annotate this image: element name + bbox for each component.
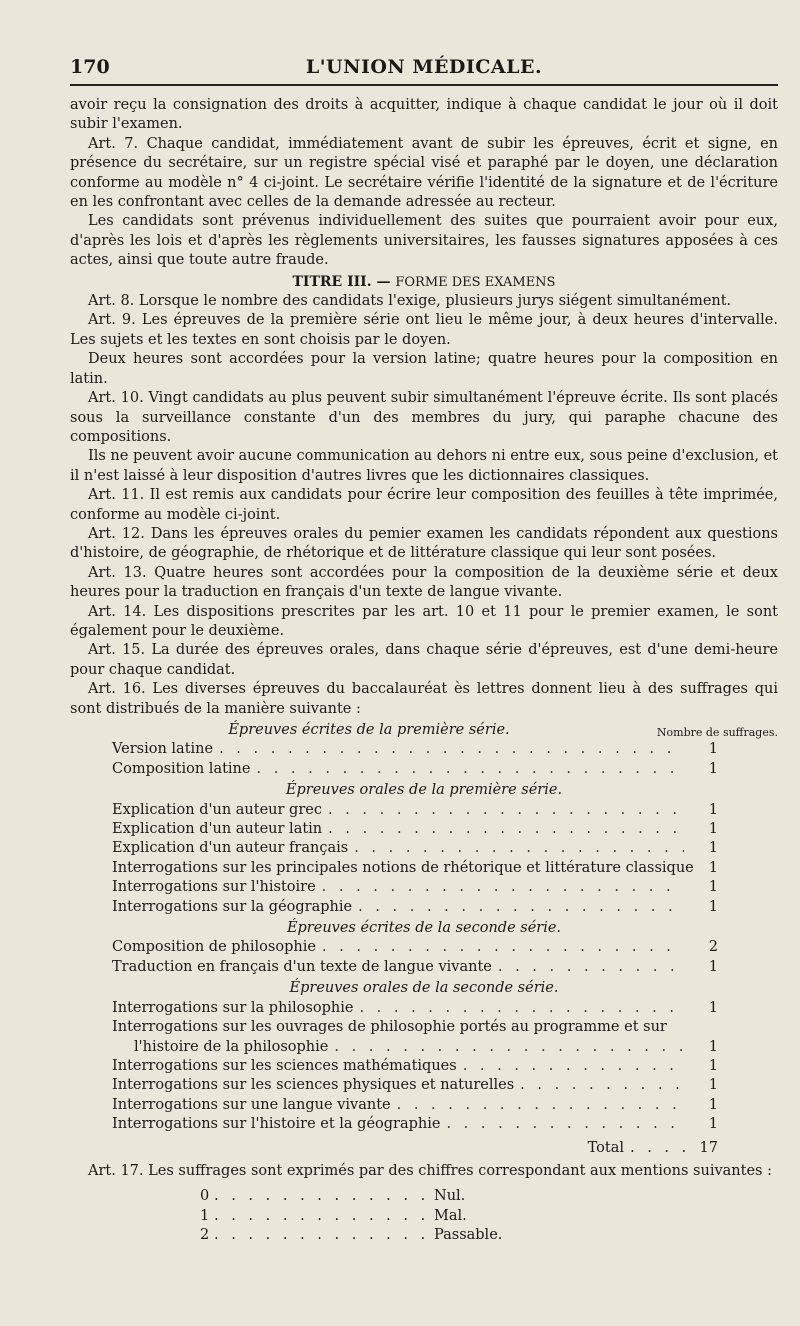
page-header [70, 54, 778, 86]
row-value: 1 [708, 879, 718, 896]
total-value: 17 [699, 1139, 718, 1156]
row-value: 1 [708, 801, 718, 818]
row-value: 1 [708, 999, 718, 1016]
table-row [70, 999, 778, 1018]
table-row [70, 760, 778, 779]
row-value: 1 [708, 840, 718, 857]
table-row [70, 820, 778, 839]
row-label: Explication d'un auteur français [112, 840, 349, 857]
table-row [70, 1018, 778, 1037]
titre-name: FORME DES EXAMENS [395, 274, 556, 290]
page-body [70, 96, 778, 1246]
list-item [200, 1207, 540, 1226]
section-heading: Épreuves orales de la première série. [285, 782, 563, 799]
row-value: 1 [708, 958, 718, 975]
row-value: 2 [708, 939, 718, 956]
paragraph: avoir reçu la consignation des droits à acquitter, indique à chaque candidat le jour où il doit subir l'examen. [70, 97, 778, 133]
total-row [70, 1139, 778, 1158]
row-label: l'histoire de la philosophie [134, 1038, 329, 1055]
titre-number: TITRE III. — [292, 273, 396, 290]
paragraph-art-8: Art. 8. Lorsque le nombre des candidats l'exige, plusieurs jurys siégent simultanément. [88, 293, 732, 310]
row-value: 1 [708, 859, 718, 876]
row-label: Explication d'un auteur grec [112, 801, 322, 818]
row-value: 1 [708, 1038, 718, 1055]
paragraph-art-14: Art. 14. Les dispositions prescrites par les art. 10 et 11 pour le premier examen, le sont également pour le deuxième. [70, 603, 778, 639]
table-row [70, 740, 778, 759]
table-row [70, 801, 778, 820]
row-label: Interrogations sur les principales notions de rhétorique et littérature classique [112, 859, 694, 876]
row-label: Interrogations sur les ouvrages de philosophie portés au programme et sur [112, 1019, 667, 1036]
mention-label: Passable. [434, 1227, 503, 1244]
section-heading-text: Épreuves écrites de la première série. [228, 722, 510, 738]
row-value: 1 [708, 1057, 718, 1074]
list-item [200, 1187, 540, 1206]
paragraph: Les candidats sont prévenus individuellement des suites que pourraient avoir pour eux, d'après les lois et d'après les règlements universitaires, les fausses signatures apposées à ces actes, ainsi que toute autre fraude. [70, 213, 778, 269]
table-row [70, 878, 778, 897]
paragraph-art-12: Art. 12. Dans les épreuves orales du pemier examen les candidats répondent aux questions d'histoire, de géographie, de rhétorique et de littérature classique qui leur sont posées. [70, 525, 778, 562]
row-label: Interrogations sur les sciences mathématiques [112, 1057, 457, 1074]
paragraph-art-16: Art. 16. Les diverses épreuves du baccalauréat ès lettres donnent lieu à des suffrages qui sont distribués de la manière suivante : [70, 681, 778, 717]
section-heading: Épreuves écrites de la seconde série. [286, 920, 562, 937]
table-row [70, 1038, 778, 1057]
paragraph: Ils ne peuvent avoir aucune communication au dehors ni entre eux, sous peine d'exclusion, et il n'est laissé à leur disposition d'autres livres que les dictionnaires classiques. [70, 448, 778, 484]
section-heading: Épreuves orales de la seconde série. [289, 980, 559, 997]
section-heading [70, 721, 778, 740]
row-label: Interrogations sur la géographie [112, 898, 353, 915]
row-label: Traduction en français d'un texte de langue vivante [112, 958, 492, 975]
row-label: Interrogations sur l'histoire et la géographie [112, 1116, 441, 1133]
row-value: 1 [708, 1116, 718, 1133]
paragraph-art-15: Art. 15. La durée des épreuves orales, dans chaque série d'épreuves, est d'une demi-heure pour chaque candidat. [70, 642, 778, 678]
row-label: Interrogations sur la philosophie [112, 999, 354, 1016]
paragraph: Deux heures sont accordées pour la version latine; quatre heures pour la composition en latin. [70, 351, 778, 387]
row-value: 1 [708, 898, 718, 915]
mention-label: Mal. [434, 1207, 467, 1224]
mention-mark: 0 [200, 1188, 210, 1205]
mentions-list [70, 1187, 778, 1245]
table-row [70, 1057, 778, 1076]
mention-label: Nul. [434, 1188, 466, 1205]
table-row [70, 958, 778, 977]
row-value: 1 [708, 1096, 718, 1113]
paragraph-art-10: Art. 10. Vingt candidats au plus peuvent subir simultanément l'épreuve écrite. Ils sont placés sous la surveillance constante d'un des membres du jury, qui paraphe chacune des compositions. [70, 390, 778, 445]
row-label: Interrogations sur les sciences physiques et naturelles [112, 1077, 515, 1094]
table-row [70, 859, 778, 878]
list-item [200, 1226, 540, 1245]
table-row [70, 1096, 778, 1115]
table-row [70, 1076, 778, 1095]
paragraph-art-9: Art. 9. Les épreuves de la première série ont lieu le même jour, à deux heures d'intervalle. Les sujets et les textes en sont choisis par le doyen. [70, 312, 778, 348]
column-header: Nombre de suffrages. [656, 726, 778, 739]
paragraph-art-7: Art. 7. Chaque candidat, immédiatement avant de subir les épreuves, écrit et signe, en présence du secrétaire, sur un registre spécial visé et paraphé par le doyen, une déclaration conforme au modèle n° 4 ci-joint. Le secrétaire vérifie l'identité de la signature et de l'écriture en les confrontant avec celles de la demande adressée au recteur. [70, 135, 778, 211]
table-row [70, 839, 778, 858]
running-title: L'UNION MÉDICALE. [305, 56, 543, 78]
total-label: Total [587, 1139, 624, 1156]
paragraph-art-17: Art. 17. Les suffrages sont exprimés par des chiffres correspondant aux mentions suivantes : [88, 1162, 772, 1179]
row-value: 1 [708, 1077, 718, 1094]
table-row [70, 938, 778, 957]
mention-mark: 1 [200, 1207, 210, 1224]
table-row [70, 1115, 778, 1134]
paragraph-art-13: Art. 13. Quatre heures sont accordées pour la composition de la deuxième série et deux heures pour la traduction en français d'un texte de langue vivante. [70, 564, 778, 601]
row-label: Version latine [112, 741, 214, 758]
row-label: Interrogations sur l'histoire [112, 879, 316, 896]
mention-mark: 2 [200, 1227, 210, 1244]
row-label: Explication d'un auteur latin [112, 821, 323, 838]
row-label: Composition latine [112, 760, 251, 777]
table-row [70, 898, 778, 917]
paragraph-art-11: Art. 11. Il est remis aux candidats pour écrire leur composition des feuilles à tête imprimée, conforme au modèle ci-joint. [70, 487, 778, 523]
row-value: 1 [708, 821, 718, 838]
page-number: 170 [70, 56, 110, 78]
row-label: Interrogations sur une langue vivante [112, 1096, 391, 1113]
row-value: 1 [708, 760, 718, 777]
titre-heading [70, 273, 778, 292]
row-value: 1 [708, 741, 718, 758]
row-label: Composition de philosophie [112, 939, 316, 956]
